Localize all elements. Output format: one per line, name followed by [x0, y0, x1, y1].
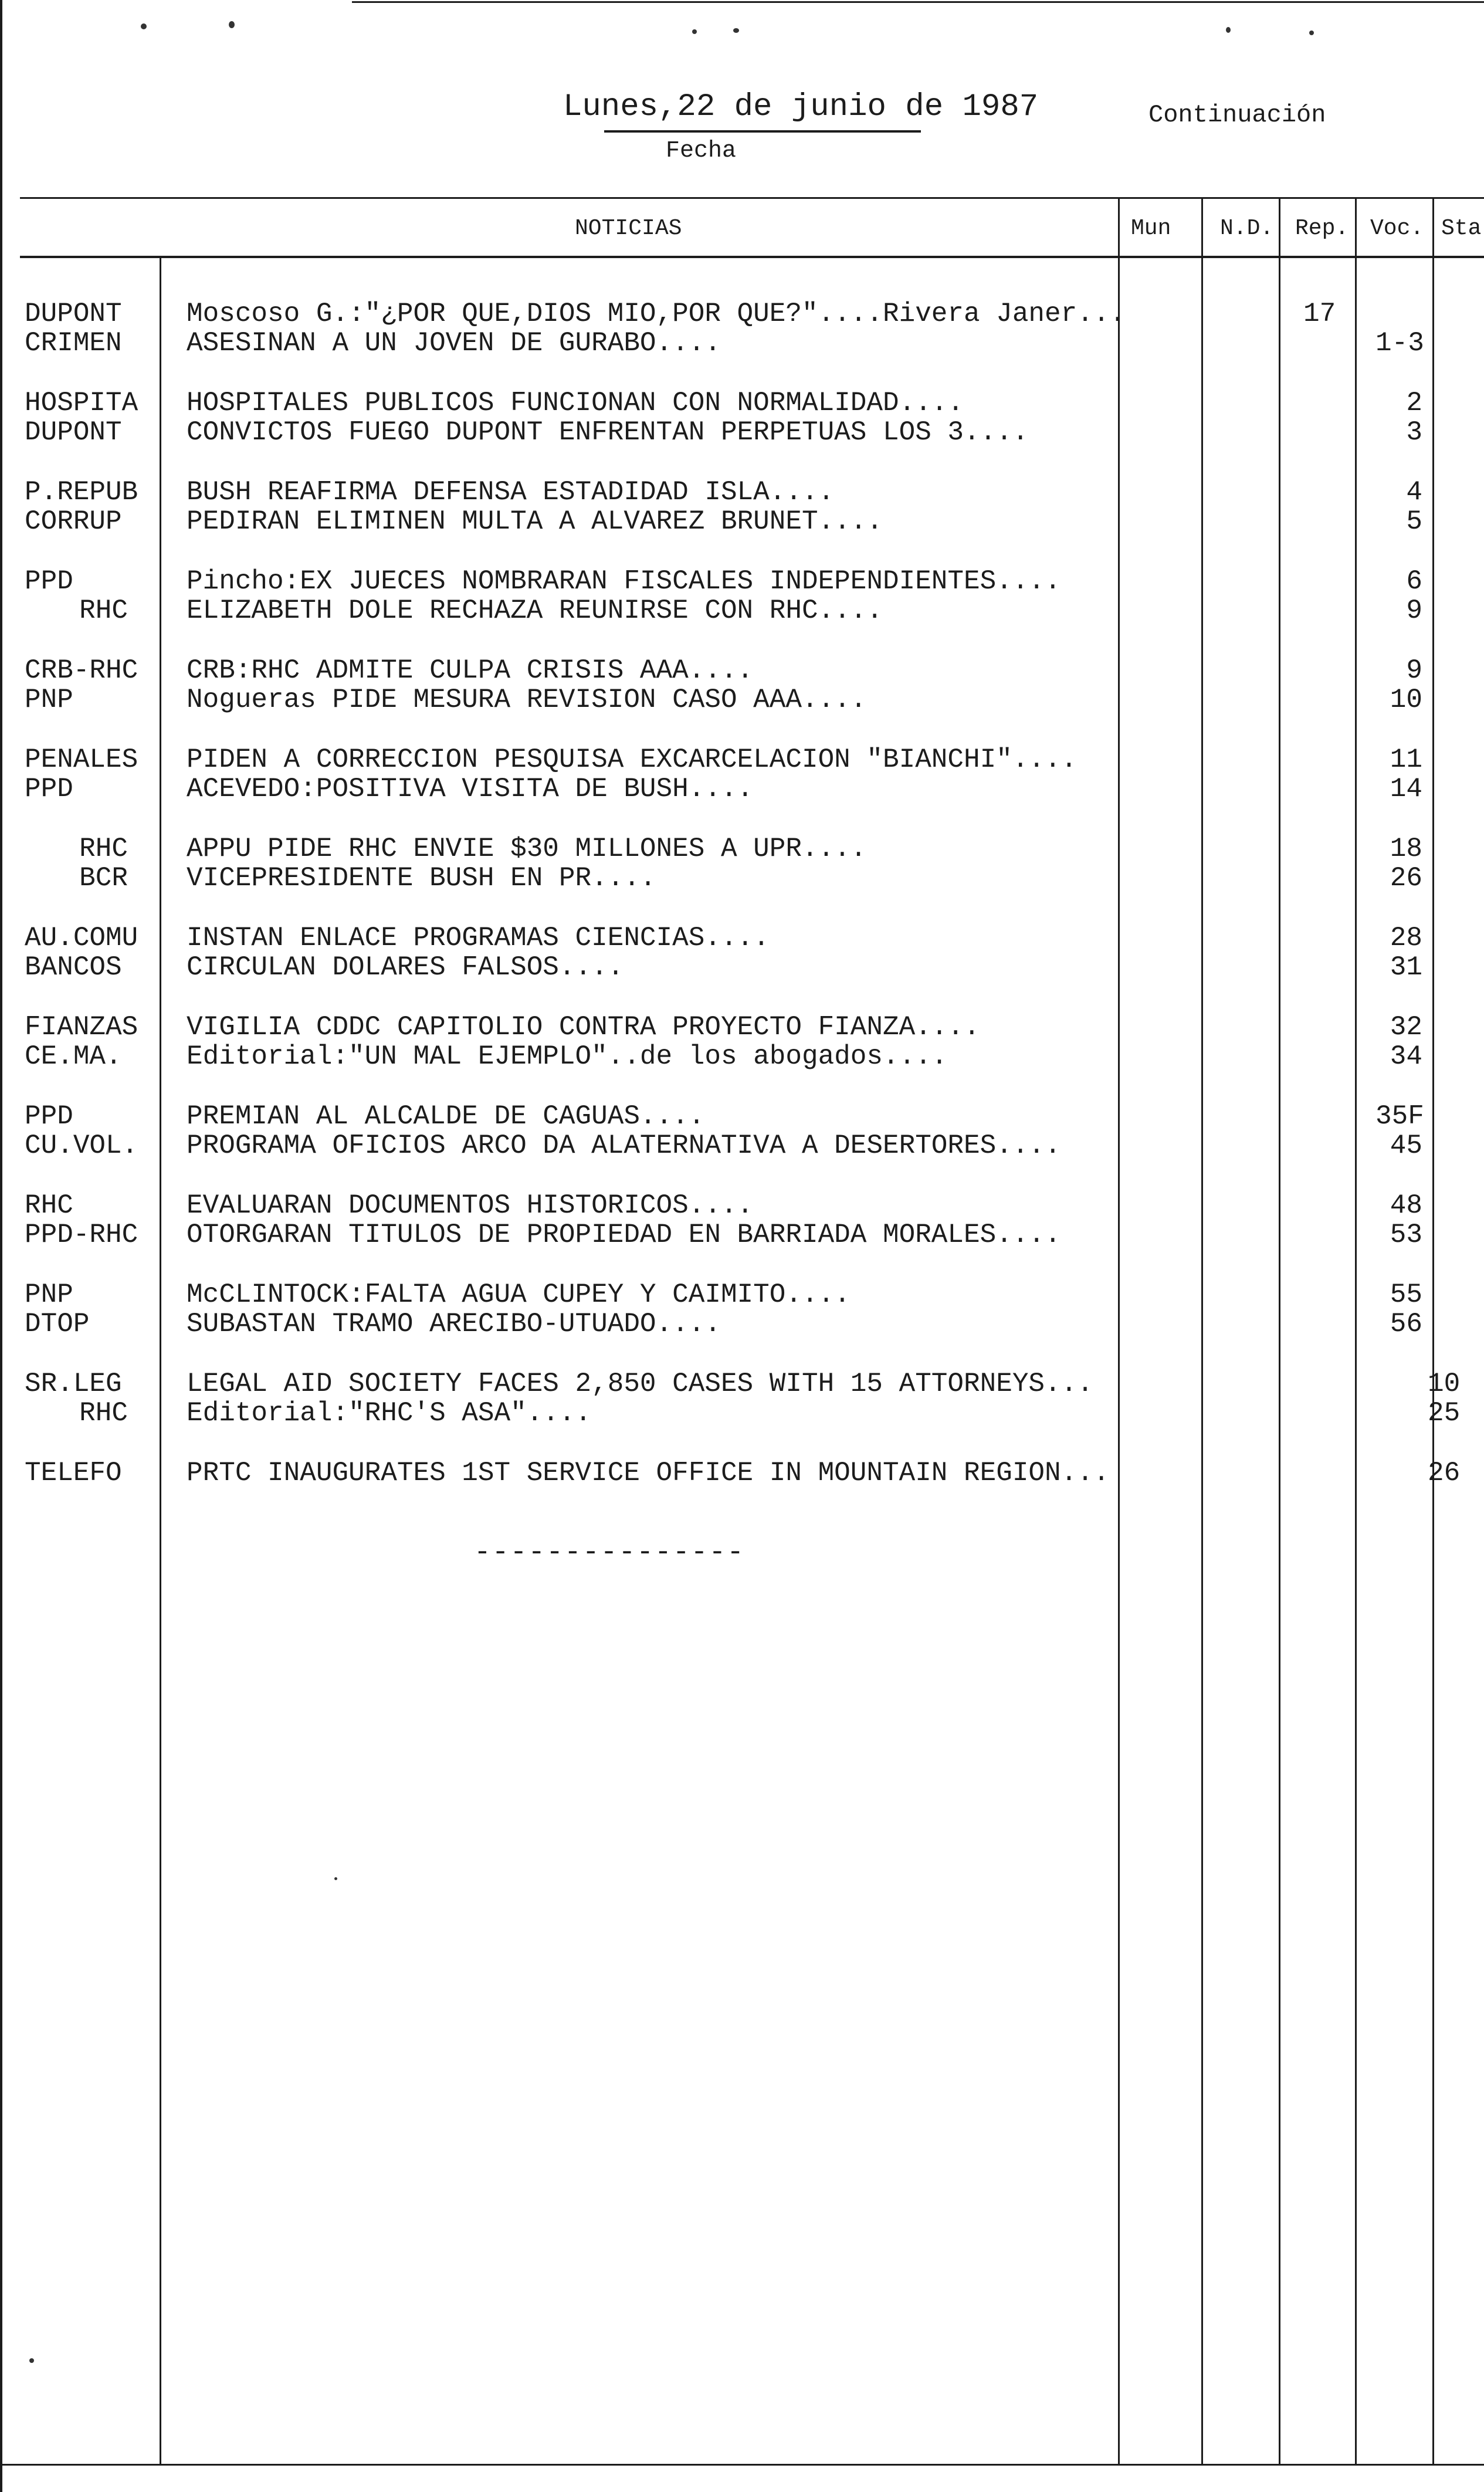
row-category: PPD-RHC: [25, 1220, 138, 1250]
row-voc: 2: [1406, 388, 1422, 418]
news-row: [0, 745, 1484, 774]
scan-speck: [733, 28, 739, 33]
row-category: BANCOS: [25, 952, 122, 983]
row-rep: 17: [1303, 299, 1336, 329]
row-voc: 53: [1390, 1220, 1422, 1250]
scan-speck: [141, 23, 147, 29]
row-category: SR.LEG: [25, 1369, 122, 1399]
row-category: CRIMEN: [25, 328, 122, 358]
row-category: HOSPITA: [25, 388, 138, 418]
row-voc: 28: [1390, 923, 1422, 953]
row-title: ELIZABETH DOLE RECHAZA REUNIRSE CON RHC....: [187, 595, 883, 626]
row-title: CRB:RHC ADMITE CULPA CRISIS AAA....: [187, 655, 754, 686]
row-voc: 55: [1390, 1279, 1422, 1310]
row-category: PPD: [25, 566, 73, 597]
row-title: ACEVEDO:POSITIVA VISITA DE BUSH....: [187, 774, 754, 804]
row-category: PNP: [25, 685, 73, 715]
row-voc: 14: [1390, 774, 1422, 804]
row-category: AU.COMU: [25, 923, 138, 953]
row-voc: 45: [1390, 1130, 1422, 1161]
row-voc: 4: [1406, 477, 1422, 507]
date-caption: Fecha: [666, 138, 737, 164]
row-sta: 25: [1428, 1398, 1461, 1428]
news-row: [0, 864, 1484, 893]
row-category: CORRUP: [25, 506, 122, 537]
row-category: RHC: [25, 1190, 73, 1221]
news-row: [0, 923, 1484, 953]
news-row: [0, 685, 1484, 715]
column-header-mun: Mun: [1131, 216, 1171, 241]
row-title: PIDEN A CORRECCION PESQUISA EXCARCELACION "BIANCHI"....: [187, 744, 1078, 775]
news-row: [0, 567, 1484, 596]
row-title: LEGAL AID SOCIETY FACES 2,850 CASES WITH 15 ATTORNEYS...: [187, 1369, 1093, 1399]
row-category: BCR: [79, 863, 128, 893]
column-header-rep: Rep.: [1295, 216, 1349, 241]
row-title: CIRCULAN DOLARES FALSOS....: [187, 952, 624, 983]
row-title: PRTC INAUGURATES 1ST SERVICE OFFICE IN MOUNTAIN REGION...: [187, 1458, 1110, 1488]
row-title: SUBASTAN TRAMO ARECIBO-UTUADO....: [187, 1309, 721, 1339]
row-title: OTORGARAN TITULOS DE PROPIEDAD EN BARRIADA MORALES....: [187, 1220, 1061, 1250]
scan-speck: [334, 1877, 337, 1880]
column-header-noticias: NOTICIAS: [575, 216, 682, 241]
row-voc: 18: [1390, 834, 1422, 864]
column-header-nd: N.D.: [1220, 216, 1274, 241]
news-row: [0, 1309, 1484, 1339]
date-line: Lunes,22 de junio de 1987: [563, 89, 1039, 125]
row-title: BUSH REAFIRMA DEFENSA ESTADIDAD ISLA....: [187, 477, 835, 507]
row-voc: 3: [1406, 417, 1422, 448]
scan-speck: [1226, 27, 1231, 33]
news-row: [0, 1013, 1484, 1042]
row-category: RHC: [79, 1398, 128, 1428]
row-title: VICEPRESIDENTE BUSH EN PR....: [187, 863, 656, 893]
row-sta: 26: [1428, 1458, 1461, 1488]
column-header-sta: Sta: [1441, 216, 1482, 241]
news-row: [0, 418, 1484, 447]
row-voc: 34: [1390, 1041, 1422, 1072]
row-voc: 10: [1390, 685, 1422, 715]
row-title: Editorial:"RHC'S ASA"....: [187, 1398, 592, 1428]
row-title: INSTAN ENLACE PROGRAMAS CIENCIAS....: [187, 923, 770, 953]
news-row: [0, 656, 1484, 685]
scan-speck: [229, 21, 235, 28]
news-row: [0, 1191, 1484, 1220]
row-category: PPD: [25, 774, 73, 804]
scan-speck: [29, 2358, 34, 2363]
row-title: PREMIAN AL ALCALDE DE CAGUAS....: [187, 1101, 705, 1132]
row-category: TELEFO: [25, 1458, 122, 1488]
row-voc: 1-3: [1375, 328, 1424, 358]
row-title: Moscoso G.:"¿POR QUE,DIOS MIO,POR QUE?"....Rivera Janer...: [187, 299, 1126, 329]
row-category: CRB-RHC: [25, 655, 138, 686]
row-title: Pincho:EX JUECES NOMBRARAN FISCALES INDEPENDIENTES....: [187, 566, 1061, 597]
news-row: [0, 507, 1484, 536]
table-top-rule: [20, 197, 1484, 199]
news-row: [0, 1042, 1484, 1071]
news-row: [0, 953, 1484, 982]
news-row: [0, 1131, 1484, 1160]
row-category: RHC: [79, 595, 128, 626]
news-row: [0, 774, 1484, 804]
row-title: PROGRAMA OFICIOS ARCO DA ALATERNATIVA A DESERTORES....: [187, 1130, 1061, 1161]
news-row: [0, 329, 1484, 358]
row-category: RHC: [79, 834, 128, 864]
row-category: DUPONT: [25, 299, 122, 329]
table-header-rule: [20, 256, 1484, 258]
row-category: CU.VOL.: [25, 1130, 138, 1161]
scan-speck: [692, 29, 697, 34]
news-row: [0, 1280, 1484, 1309]
news-list: [0, 299, 1484, 1488]
news-row: [0, 1458, 1484, 1488]
row-sta: 10: [1428, 1369, 1461, 1399]
row-voc: 56: [1390, 1309, 1422, 1339]
row-category: PENALES: [25, 744, 138, 775]
row-title: McCLINTOCK:FALTA AGUA CUPEY Y CAIMITO....: [187, 1279, 851, 1310]
top-rule: [352, 1, 1484, 3]
scan-speck: [1309, 31, 1314, 35]
row-title: VIGILIA CDDC CAPITOLIO CONTRA PROYECTO FIANZA....: [187, 1012, 980, 1042]
row-voc: 48: [1390, 1190, 1422, 1221]
row-category: DTOP: [25, 1309, 90, 1339]
row-category: CE.MA.: [25, 1041, 122, 1072]
row-category: DUPONT: [25, 417, 122, 448]
row-category: PNP: [25, 1279, 73, 1310]
news-row: [0, 1102, 1484, 1131]
news-row: [0, 299, 1484, 329]
row-title: PEDIRAN ELIMINEN MULTA A ALVAREZ BRUNET....: [187, 506, 883, 537]
row-title: EVALUARAN DOCUMENTOS HISTORICOS....: [187, 1190, 754, 1221]
row-title: Editorial:"UN MAL EJEMPLO"..de los abogados....: [187, 1041, 948, 1072]
row-voc: 9: [1406, 655, 1422, 686]
row-voc: 6: [1406, 566, 1422, 597]
row-title: ASESINAN A UN JOVEN DE GURABO....: [187, 328, 721, 358]
row-category: P.REPUB: [25, 477, 138, 507]
news-row: [0, 1369, 1484, 1399]
row-voc: 5: [1406, 506, 1422, 537]
continuation-label: Continuación: [1148, 101, 1326, 129]
row-category: FIANZAS: [25, 1012, 138, 1042]
news-row: [0, 478, 1484, 507]
row-title: HOSPITALES PUBLICOS FUNCIONAN CON NORMALIDAD....: [187, 388, 964, 418]
row-voc: 26: [1390, 863, 1422, 893]
row-title: Nogueras PIDE MESURA REVISION CASO AAA....: [187, 685, 867, 715]
date-underline: [604, 130, 921, 133]
row-voc: 32: [1390, 1012, 1422, 1042]
row-voc: 9: [1406, 595, 1422, 626]
news-row: [0, 1220, 1484, 1250]
news-row: [0, 388, 1484, 418]
row-category: PPD: [25, 1101, 73, 1132]
row-voc: 35F: [1375, 1101, 1424, 1132]
row-title: CONVICTOS FUEGO DUPONT ENFRENTAN PERPETUAS LOS 3....: [187, 417, 1029, 448]
news-row: [0, 834, 1484, 864]
row-voc: 31: [1390, 952, 1422, 983]
row-title: APPU PIDE RHC ENVIE $30 MILLONES A UPR....: [187, 834, 867, 864]
row-voc: 11: [1390, 744, 1422, 775]
table-bottom-rule: [0, 2464, 1484, 2466]
news-row: [0, 596, 1484, 625]
column-header-voc: Voc.: [1370, 216, 1424, 241]
end-separator: ---------------: [474, 1537, 746, 1569]
news-row: [0, 1399, 1484, 1428]
